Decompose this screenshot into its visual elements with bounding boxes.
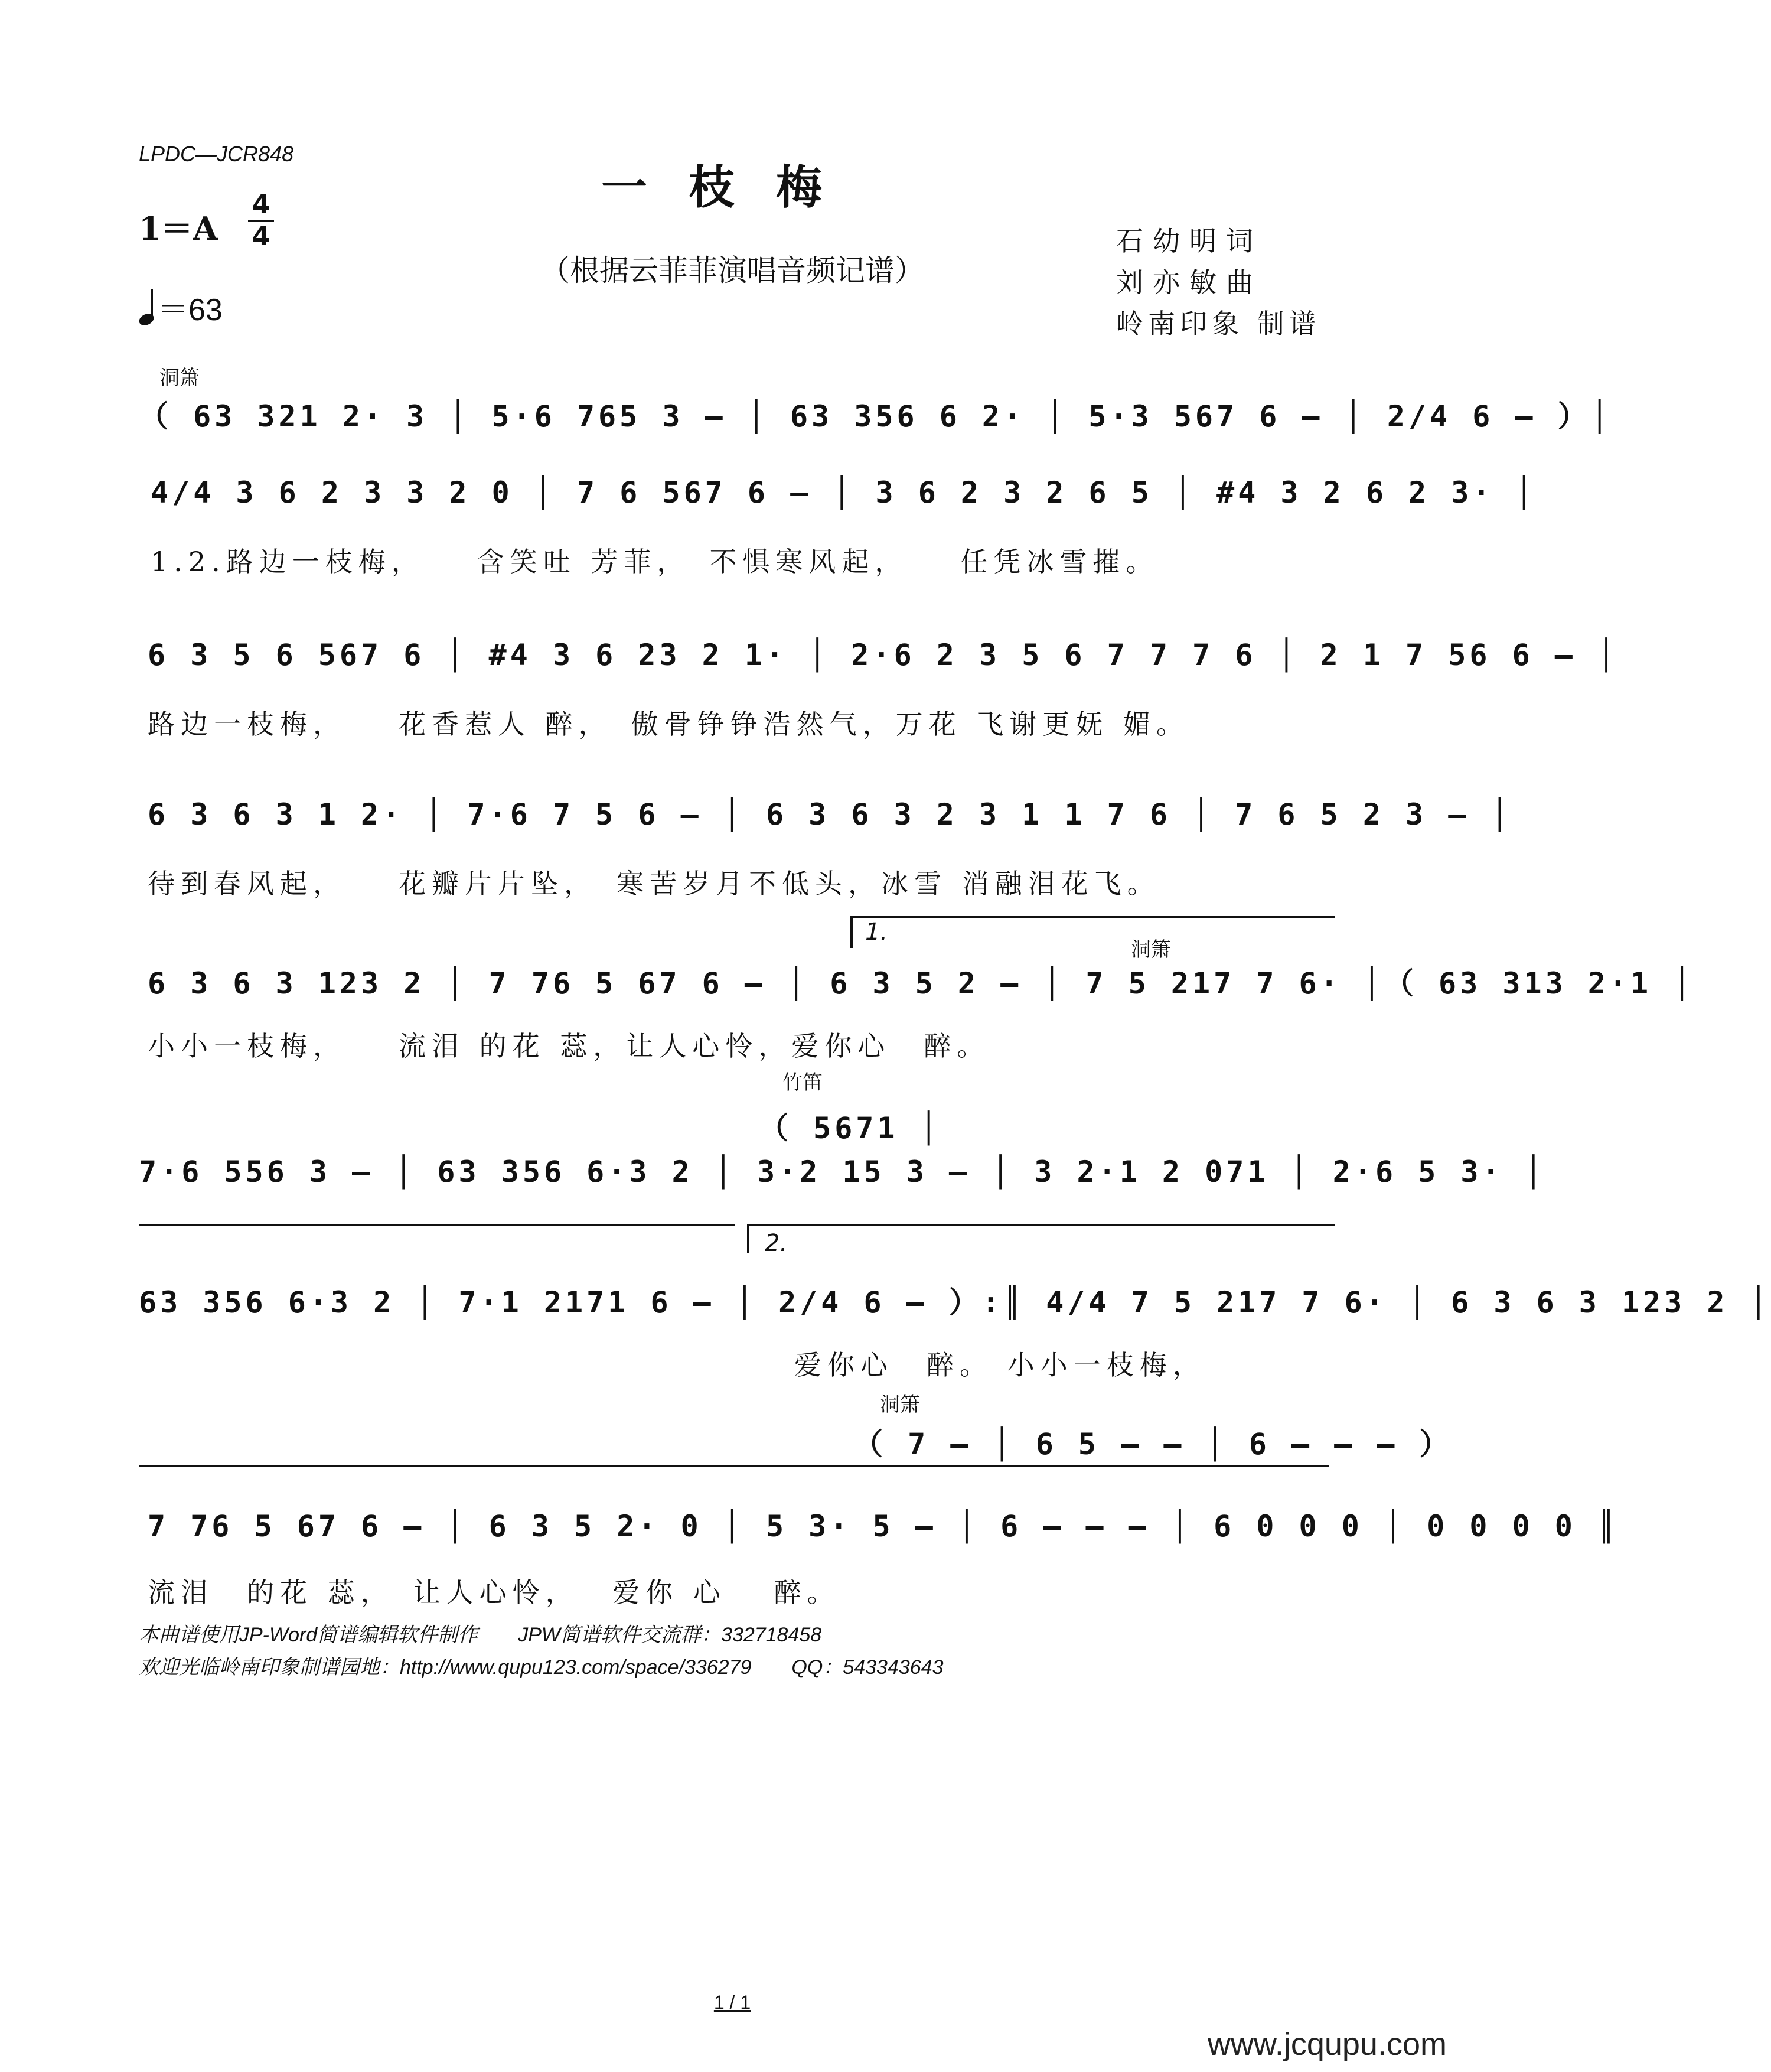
lyric-line-2: 路边一枝梅， 花香惹人 醉， 傲骨铮铮浩然气，万花 飞谢更妩 媚。: [148, 708, 1189, 740]
tempo-marking: [139, 285, 223, 329]
score-line-4: 6 3 6 3 1 2· │ 7·6 7 5 6 – │ 6 3 6 3 2 3 1 1 7 6 │ 7 6 5 2 3 – │: [148, 797, 1512, 832]
system-divider: [139, 1465, 1329, 1467]
credit-composer: 刘亦敏曲: [1116, 266, 1263, 298]
credit-lyricist: 石幼明词: [1116, 225, 1263, 257]
time-signature-bottom: 4: [248, 220, 274, 252]
score-line-1: （ 63 321 2· 3 │ 5·6 765 3 – │ 63 356 6 2· │ 5·3 567 6 – │ 2/4 6 – ）│: [139, 399, 1612, 434]
volta-1-continuation: [139, 1224, 735, 1226]
score-line-flute: （ 5671 │: [759, 1111, 941, 1145]
score-line-5: 6 3 6 3 123 2 │ 7 76 5 67 6 – │ 6 3 5 2 – │ 7 5 217 7 6· │（ 63 313 2·1 │: [148, 966, 1695, 1001]
score-line-3: 6 3 5 6 567 6 │ #4 3 6 23 2 1· │ 2·6 2 3 5 6 7 7 7 6 │ 2 1 7 56 6 – │: [148, 638, 1619, 672]
tempo-value: ＝63: [158, 293, 223, 327]
volta-1-bracket: [850, 916, 1335, 918]
credit-transcriber: 岭南印象 制谱: [1116, 308, 1321, 340]
footer-website-note: 欢迎光临岭南印象制谱园地：http://www.qupu123.com/space/336279 QQ：543343643: [139, 1656, 944, 1679]
instrument-label: 洞箫: [880, 1393, 920, 1416]
song-subtitle: （根据云菲菲演唱音频记谱）: [540, 253, 924, 288]
score-code: LPDC—JCR848: [139, 142, 294, 166]
time-signature: [248, 190, 274, 252]
instrument-label: 竹笛: [782, 1071, 823, 1094]
volta-2-bracket: [747, 1224, 1335, 1226]
score-line-7: 63 356 6·3 2 │ 7·1 2171 6 – │ 2/4 6 – ）:║ 4/4 7 5 217 7 6· │ 6 3 6 3 123 2 │: [139, 1285, 1771, 1320]
lyric-line-5: 爱你心 醉。 小小一枝梅，: [794, 1349, 1206, 1381]
watermark-url: www.jcqupu.com: [1207, 2027, 1447, 2062]
score-line-8: 7 76 5 67 6 – │ 6 3 5 2· 0 │ 5 3· 5 – │ 6 – – – │ 6 0 0 0 │ 0 0 0 0 ║: [148, 1509, 1619, 1543]
volta-1-label: 1.: [865, 918, 888, 946]
volta-2-label: 2.: [765, 1230, 788, 1257]
page-number: 1 / 1: [713, 1992, 751, 2013]
instrument-label: 洞箫: [159, 366, 200, 390]
lyric-line-6: 流泪 的花 蕊， 让人心怜， 爱你 心 醉。: [148, 1576, 840, 1608]
lyric-line-4: 小小一枝梅， 流泪 的花 蕊，让人心怜，爱你心 醉。: [148, 1030, 990, 1062]
lyric-line-3: 待到春风起， 花瓣片片坠， 寒苦岁月不低头，冰雪 消融泪花飞。: [148, 868, 1160, 900]
volta-1-bracket-edge: [850, 916, 853, 948]
time-signature-top: 4: [252, 190, 270, 220]
footer-software-note: 本曲谱使用JP-Word简谱编辑软件制作 JPW简谱软件交流群：332718458: [139, 1624, 822, 1646]
volta-2-bracket-edge: [747, 1224, 749, 1253]
song-title: 一枝梅: [601, 161, 863, 214]
lyric-line-1: 1.2.路边一枝梅， 含笑吐 芳菲， 不惧寒风起， 任凭冰雪摧。: [151, 546, 1159, 578]
score-line-closing-flute: （ 7 – │ 6 5 – – │ 6 – – – ）: [853, 1427, 1453, 1461]
score-line-6: 7·6 556 3 – │ 63 356 6·3 2 │ 3·2 15 3 – │ 3 2·1 2 071 │ 2·6 5 3· │: [139, 1155, 1546, 1189]
quarter-note-icon: [139, 289, 153, 325]
instrument-label: 洞箫: [1131, 938, 1171, 962]
key-signature: 1＝A: [139, 210, 218, 247]
score-line-2: 4/4 3 6 2 3 3 2 0 │ 7 6 567 6 – │ 3 6 2 3 2 6 5 │ #4 3 2 6 2 3· │: [151, 475, 1537, 510]
